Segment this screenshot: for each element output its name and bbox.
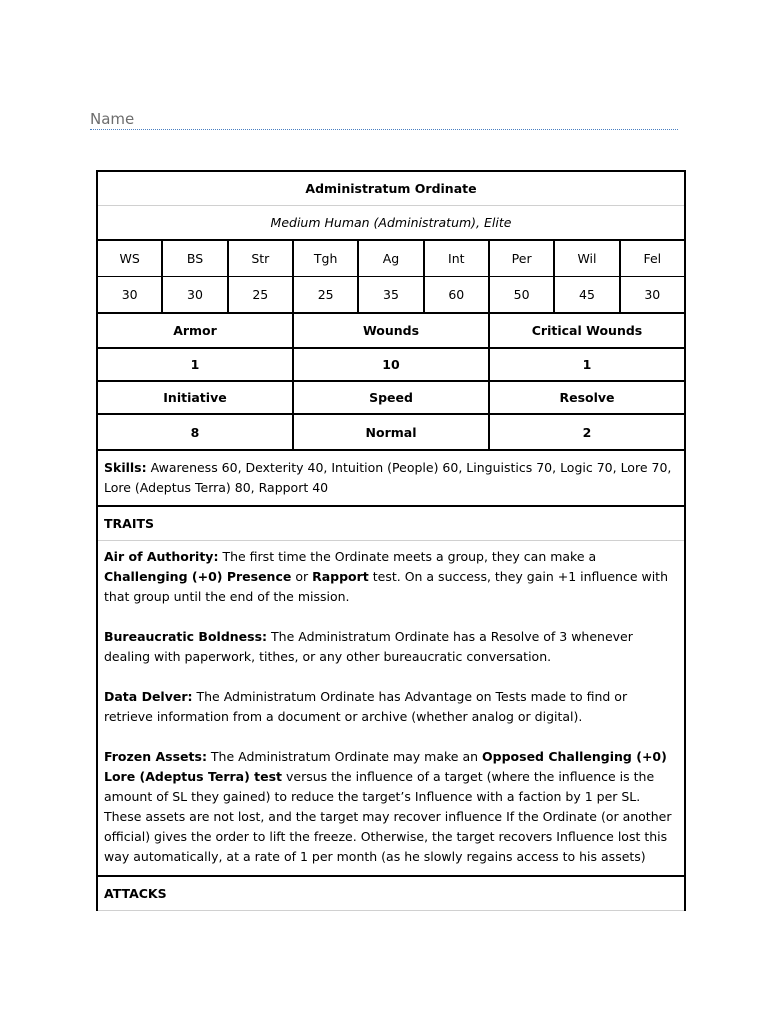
trait-air-of-authority — [104, 547, 678, 607]
stat-value-per: 50 — [490, 277, 555, 312]
stat-value-tgh: 25 — [294, 277, 359, 312]
trait-text: or — [291, 569, 313, 584]
trait-name: Bureaucratic Boldness: — [104, 629, 268, 644]
name-field[interactable] — [90, 110, 678, 130]
trait-name: Frozen Assets: — [104, 749, 207, 764]
armor-header: Armor — [98, 314, 294, 347]
defense-header-row — [98, 314, 684, 349]
trait-name: Air of Authority: — [104, 549, 219, 564]
defense-value-row — [98, 349, 684, 382]
wounds-header: Wounds — [294, 314, 490, 347]
name-label: Name — [90, 110, 135, 128]
stat-header-per: Per — [490, 241, 555, 276]
traits-section — [98, 541, 684, 877]
trait-text: The Administratum Ordinate may make an — [206, 749, 483, 764]
stat-block-subtitle: Medium Human (Administratum), Elite — [98, 206, 684, 241]
characteristics-value-row — [98, 277, 684, 314]
trait-text: The Administratum Ordinate has Advantage on Tests made to find or retrieve information from a document or archive (whether analog or digital). — [104, 689, 628, 724]
resolve-value: 2 — [582, 424, 592, 440]
stat-header-wil: Wil — [555, 241, 620, 276]
movement-header-row — [98, 382, 684, 415]
trait-test: Opposed Challenging (+0) Lore (Adeptus Terra) test — [104, 749, 667, 784]
stat-value-int: 60 — [425, 277, 490, 312]
movement-value-row — [98, 415, 684, 451]
trait-bureaucratic-boldness — [104, 627, 678, 667]
speed-value: Normal — [294, 415, 490, 449]
stat-header-tgh: Tgh — [294, 241, 359, 276]
characteristics-header-row — [98, 241, 684, 277]
stat-block-title: Administratum Ordinate — [98, 172, 684, 206]
stat-header-ws: WS — [98, 241, 163, 276]
initiative-header: Initiative — [98, 382, 294, 413]
trait-data-delver — [104, 687, 678, 727]
stat-value-ag: 35 — [359, 277, 424, 312]
trait-text: The Administratum Ordinate has a Resolve of 3 whenever dealing with paperwork, tithes, or any other bureaucratic conversation. — [104, 629, 633, 664]
trait-text: versus the influence of a target (where the influence is the amount of SL they gained) to reduce the target’s Influence with a faction by 1 per SL. These assets are not lost, and the target may recover influence If the Ordinate (or another official) gives the order to lift the freeze. Otherwise, the target recovers Influence lost this way automatically, at a rate of 1 per month (as he slowly regains access to his assets) — [104, 769, 672, 864]
trait-test: Challenging (+0) Presence — [104, 569, 292, 584]
stat-header-fel: Fel — [643, 251, 662, 266]
traits-heading: TRAITS — [98, 507, 684, 541]
armor-value: 1 — [98, 349, 294, 380]
stat-value-wil: 45 — [555, 277, 620, 312]
wounds-value: 10 — [294, 349, 490, 380]
speed-header: Speed — [294, 382, 490, 413]
skills-section — [98, 451, 684, 507]
stat-value-bs: 30 — [163, 277, 228, 312]
skills-label: Skills: — [104, 460, 147, 475]
stat-value-ws: 30 — [98, 277, 163, 312]
stat-header-str: Str — [229, 241, 294, 276]
trait-name: Data Delver: — [104, 689, 193, 704]
stat-value-fel: 30 — [644, 287, 661, 302]
resolve-header: Resolve — [559, 390, 615, 405]
trait-frozen-assets — [104, 747, 678, 867]
stat-header-int: Int — [425, 241, 490, 276]
trait-test: Rapport — [312, 569, 369, 584]
stat-header-bs: BS — [163, 241, 228, 276]
stat-header-ag: Ag — [359, 241, 424, 276]
critical-wounds-header: Critical Wounds — [531, 323, 643, 338]
initiative-value: 8 — [98, 415, 294, 449]
critical-wounds-value: 1 — [582, 357, 592, 372]
trait-text: test. On a success, they gain +1 influence with that group until the end of the mission. — [104, 569, 669, 604]
stat-block — [96, 170, 686, 911]
stat-value-str: 25 — [229, 277, 294, 312]
attacks-heading: ATTACKS — [98, 877, 684, 911]
trait-text: The first time the Ordinate meets a group, they can make a — [218, 549, 597, 564]
skills-text: Awareness 60, Dexterity 40, Intuition (People) 60, Linguistics 70, Logic 70, Lore 70, Lore (Adeptus Terra) 80, Rapport 40 — [104, 460, 672, 495]
